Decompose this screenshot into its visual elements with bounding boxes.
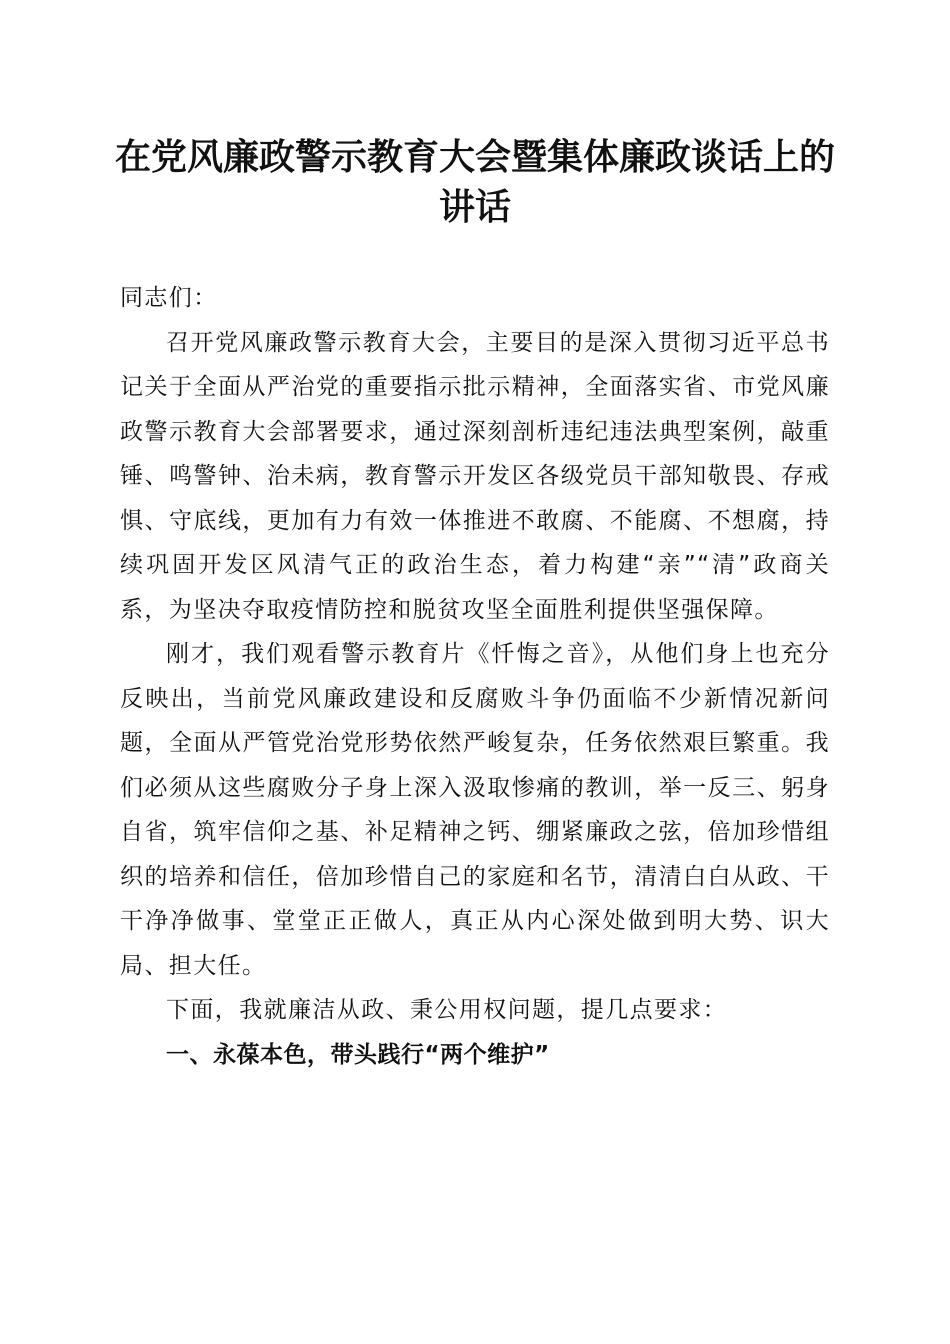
paragraph-purpose: 召开党风廉政警示教育大会，主要目的是深入贯彻习近平总书记关于全面从严治党的重要指示批示精神，全面落实省、市党风廉政警示教育大会部署要求，通过深刻剖析违纪违法典型案例，敲重锤、鸣警钟、治未病，教育警示开发区各级党员干部知敬畏、存戒惧、守底线，更加有力有效一体推进不敢腐、不能腐、不想腐，持续巩固开发区风清气正的政治生态，着力构建“亲”“清”政商关系，为坚决夺取疫情防控和脱贫攻坚全面胜利提供坚强保障。 bbox=[120, 329, 830, 623]
document-title: 在党风廉政警示教育大会暨集体廉政谈话上的讲话 bbox=[114, 136, 835, 228]
paragraph-warning-film: 刚才，我们观看警示教育片《忏悔之音》，从他们身上也充分反映出，当前党风廉政建设和反腐败斗争仍面临不少新情况新问题，全面从严管党治党形势依然严峻复杂，任务依然艰巨繁重。我们必须从这些腐败分子身上深入汲取惨痛的教训，举一反三、躬身自省，筑牢信仰之基、补足精神之钙、绷紧廉政之弦，倍加珍惜组织的培养和信任，倍加珍惜自己的家庭和名节，清清白白从政、干干净净做事、堂堂正正做人，真正从内心深处做到明大势、识大局、担大任。 bbox=[120, 641, 830, 979]
salutation: 同志们： bbox=[120, 285, 218, 311]
section-heading: 一、永葆本色，带头践行“两个维护” bbox=[166, 1041, 550, 1068]
document-body bbox=[120, 276, 830, 1077]
paragraph-requirements-intro: 下面，我就廉洁从政、秉公用权问题，提几点要求： bbox=[166, 997, 728, 1023]
